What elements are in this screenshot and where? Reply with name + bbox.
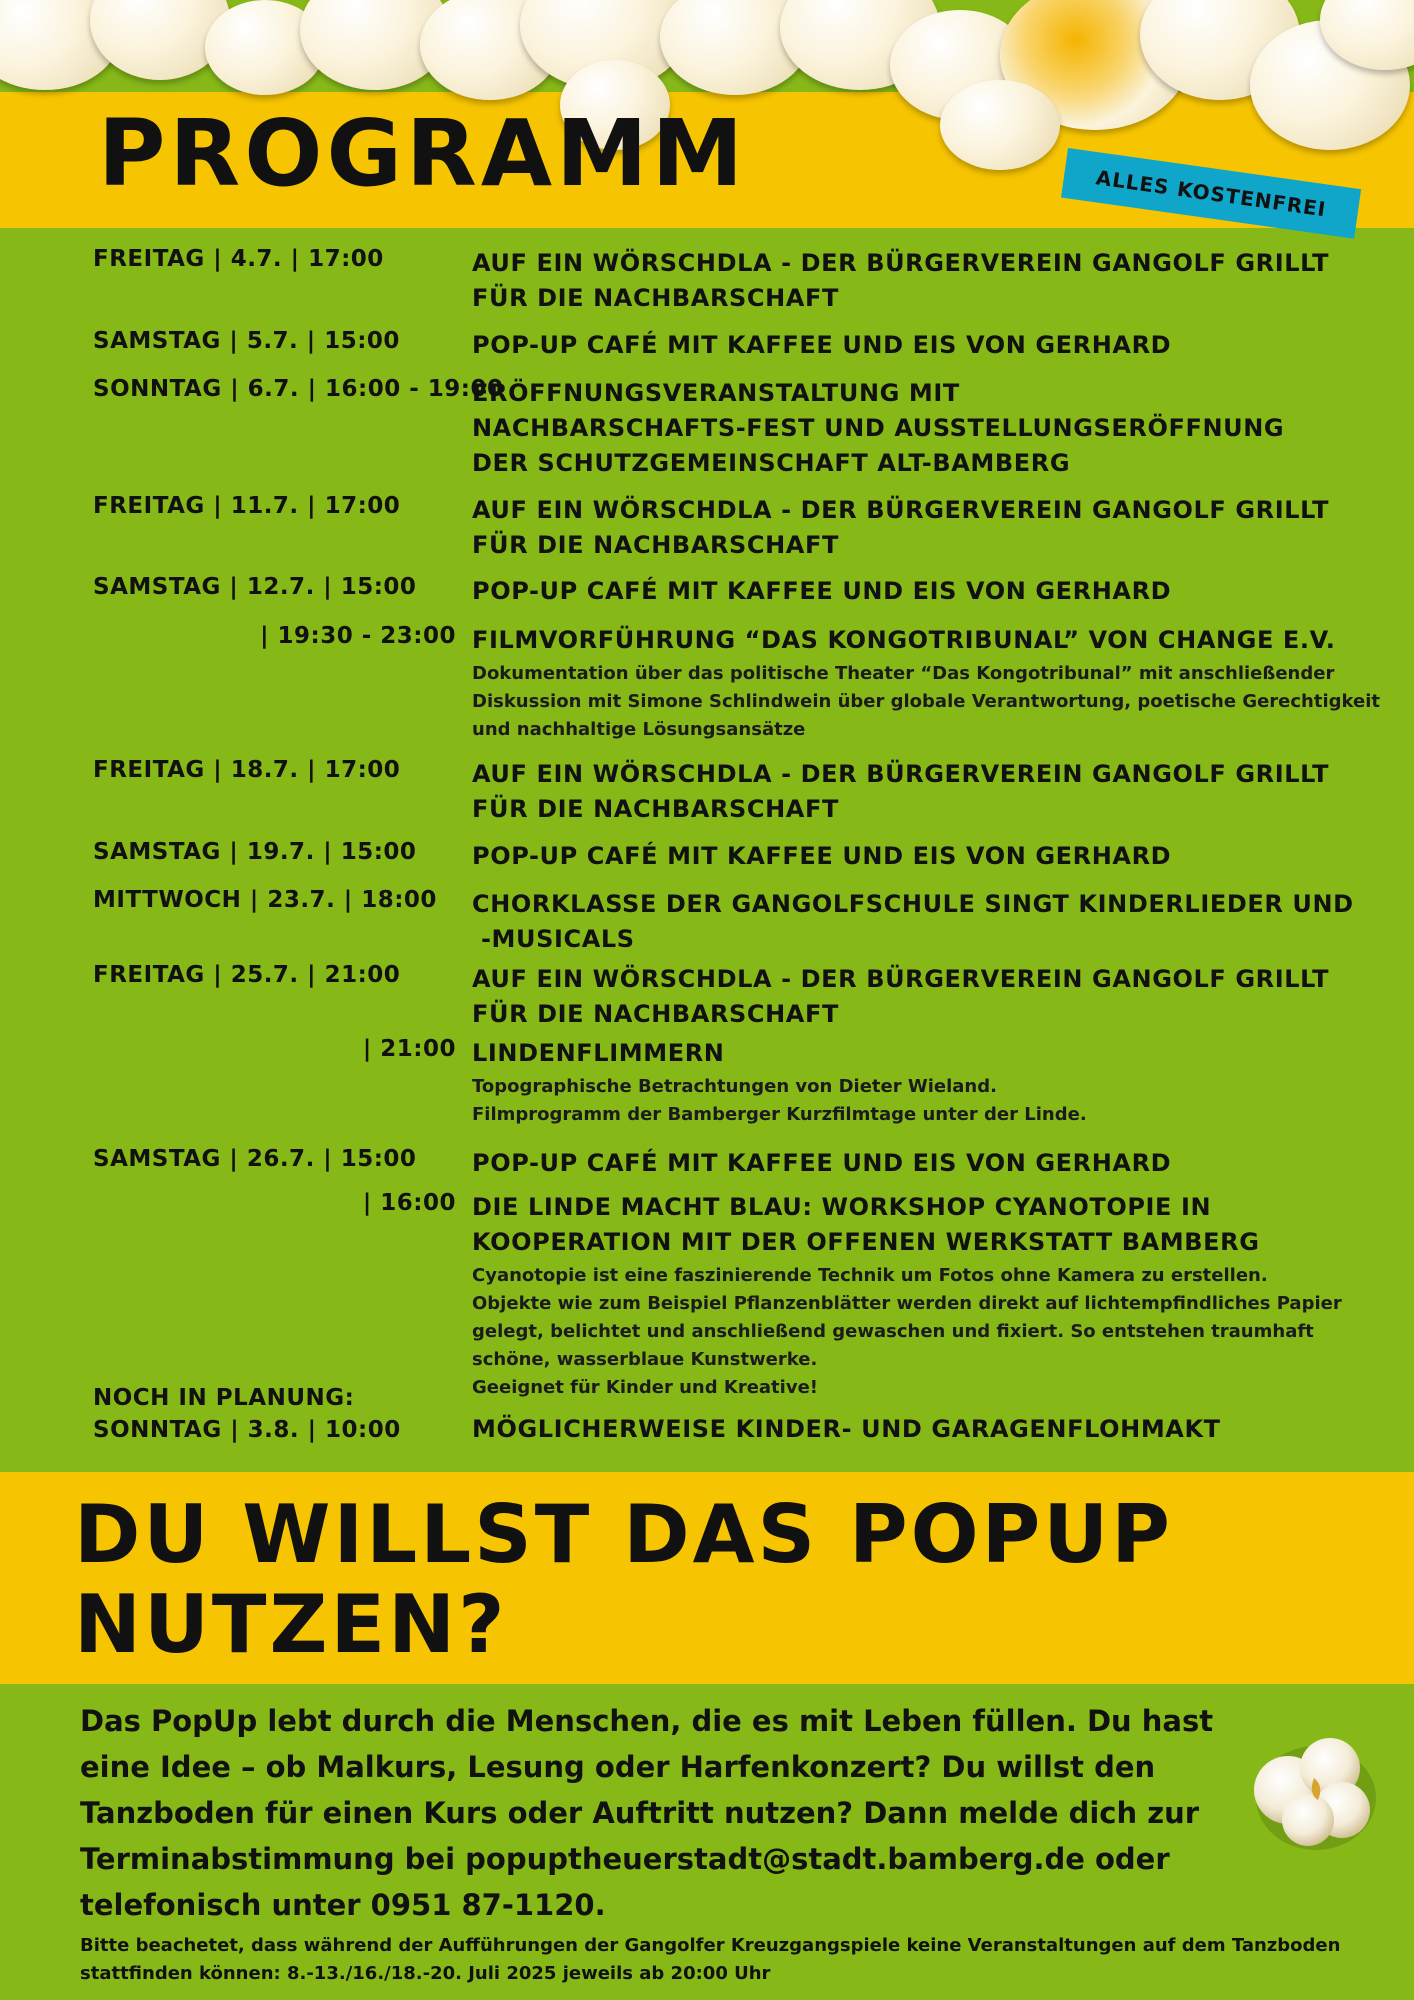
event-time: | 21:00 (362, 1036, 456, 1062)
event-date: SONNTAG | 6.7. | 16:00 - 19:00 (93, 376, 504, 402)
event-title-line: ERÖFFNUNGSVERANSTALTUNG MIT (472, 379, 960, 407)
event-title-line: NACHBARSCHAFTS-FEST UND AUSSTELLUNGSERÖFFNUNG (472, 414, 1285, 442)
event (472, 246, 1387, 316)
event-date: FREITAG | 25.7. | 21:00 (93, 962, 401, 988)
event-title: FILMVORFÜHRUNG “DAS KONGOTRIBUNAL” VON CHANGE E.V. (472, 626, 1336, 654)
event-date-line: SONNTAG | 3.8. | 10:00 (93, 1417, 401, 1443)
event-time: | 16:00 (362, 1190, 456, 1216)
notice-text: Bitte beachetet, dass während der Aufführungen der Gangolfer Kreuzgangspiele keine Veranstaltungen auf dem Tanzboden stattfinden können: 8.-13./16./18.-20. Juli 2025 jeweils ab 20:00 Uhr (80, 1935, 1341, 1984)
event (472, 1036, 1387, 1129)
event (472, 887, 1387, 957)
event-description-line: Objekte wie zum Beispiel Pflanzenblätter werden direkt auf lichtempfindliches Papier gelegt, belichtet und anschließend gewaschen und fixiert. So entstehen traumhaft schöne, wasserblaue Kunstwerke. (472, 1293, 1342, 1370)
event (472, 623, 1387, 744)
event-description-line: Topographische Betrachtungen von Dieter Wieland. (472, 1076, 997, 1097)
event-date: FREITAG | 18.7. | 17:00 (93, 757, 401, 783)
cta-title (74, 1490, 1173, 1670)
event-title: AUF EIN WÖRSCHDLA - DER BÜRGERVEREIN GANGOLF GRILLT FÜR DIE NACHBARSCHAFT (472, 249, 1330, 312)
event-title: AUF EIN WÖRSCHDLA - DER BÜRGERVEREIN GANGOLF GRILLT FÜR DIE NACHBARSCHAFT (472, 760, 1330, 823)
cta-title-line: NUTZEN? (74, 1578, 508, 1671)
event-description: Dokumentation über das politische Theater “Das Kongotribunal” mit anschließender Diskussion mit Simone Schlindwein über globale Verantwortung, poetische Gerechtigkeit und nachhaltige Lösungsansätze (472, 663, 1380, 740)
planning-label: NOCH IN PLANUNG: (93, 1385, 355, 1411)
event-title-line: CHORKLASSE DER GANGOLFSCHULE SINGT KINDERLIEDER UND (472, 890, 1354, 918)
event (472, 376, 1387, 481)
event-description-line: Geeignet für Kinder und Kreative! (472, 1377, 818, 1398)
event (472, 328, 1387, 363)
cta-body: Das PopUp lebt durch die Menschen, die es mit Leben füllen. Du hast eine Idee – ob Malkurs, Lesung oder Harfenkonzert? Du willst den Tanzboden für einen Kurs oder Auftritt nutzen? Dann melde dich zur Terminabstimmung bei popuptheuerstadt@stadt.bamberg.de oder telefonisch unter 0951 87-1120. (80, 1704, 1214, 1922)
event-title: DIE LINDE MACHT BLAU: WORKSHOP CYANOTOPIE IN KOOPERATION MIT DER OFFENEN WERKSTATT BAMBERG (472, 1193, 1260, 1256)
event-title: POP-UP CAFÉ MIT KAFFEE UND EIS VON GERHARD (472, 1149, 1172, 1177)
cta-title-line: DU WILLST DAS POPUP (74, 1488, 1173, 1581)
event (472, 1412, 1387, 1447)
event-date: FREITAG | 4.7. | 17:00 (93, 246, 384, 272)
event-title: AUF EIN WÖRSCHDLA - DER BÜRGERVEREIN GANGOLF GRILLT FÜR DIE NACHBARSCHAFT (472, 965, 1330, 1028)
event-title: POP-UP CAFÉ MIT KAFFEE UND EIS VON GERHARD (472, 331, 1172, 359)
event-date: SAMSTAG | 5.7. | 15:00 (93, 328, 400, 354)
event-date: SAMSTAG | 19.7. | 15:00 (93, 839, 417, 865)
event (472, 1190, 1387, 1402)
free-badge: ALLES KOSTENFREI (1061, 148, 1361, 239)
event (472, 493, 1387, 563)
event-date: MITTWOCH | 23.7. | 18:00 (93, 887, 437, 913)
event-date: SAMSTAG | 12.7. | 15:00 (93, 574, 417, 600)
page-title: PROGRAMM (98, 100, 748, 207)
event (472, 962, 1387, 1032)
event-title: POP-UP CAFÉ MIT KAFFEE UND EIS VON GERHARD (472, 842, 1172, 870)
event-title: MÖGLICHERWEISE KINDER- UND GARAGENFLOHMAKT (472, 1415, 1221, 1443)
event-title: POP-UP CAFÉ MIT KAFFEE UND EIS VON GERHARD (472, 577, 1172, 605)
event-description-line: Filmprogramm der Bamberger Kurzfilmtage unter der Linde. (472, 1104, 1087, 1125)
event (472, 839, 1387, 874)
popcorn-icon (1238, 1720, 1388, 1860)
event-date: SAMSTAG | 26.7. | 15:00 (93, 1146, 417, 1172)
event-title: AUF EIN WÖRSCHDLA - DER BÜRGERVEREIN GANGOLF GRILLT FÜR DIE NACHBARSCHAFT (472, 496, 1330, 559)
event-date: FREITAG | 11.7. | 17:00 (93, 493, 401, 519)
event (472, 574, 1387, 609)
event (472, 1146, 1387, 1181)
event (472, 757, 1387, 827)
event-time: | 19:30 - 23:00 (260, 623, 456, 649)
event-description-line: Cyanotopie ist eine faszinierende Technik um Fotos ohne Kamera zu erstellen. (472, 1265, 1268, 1286)
event-title-line: DER SCHUTZGEMEINSCHAFT ALT-BAMBERG (472, 449, 1071, 477)
event-title: LINDENFLIMMERN (472, 1039, 725, 1067)
event-title-line: -MUSICALS (472, 925, 635, 953)
event-date (93, 1382, 401, 1446)
